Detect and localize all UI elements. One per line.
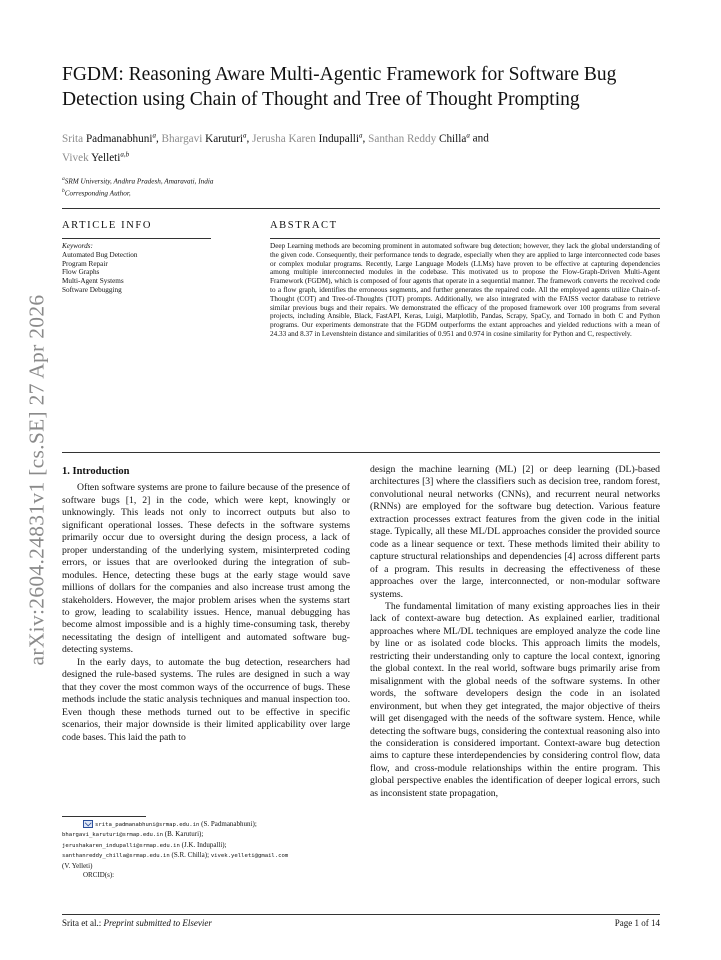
email-link[interactable]: bhargavi_karuturi@srmap.edu.in [62, 832, 164, 839]
abstract-heading: ABSTRACT [270, 220, 338, 231]
abstract-text: Deep Learning methods are becoming prominent in automated software bug detection; however, they lack the global understanding of the given code. Consequently, their performance tends to degrade, especially when they are applied to large interconnected code bases or complex modular programs. Recently, Large Language Models (LLMs) have proven to be effective at capturing dependencies among multiple interconnected modules in the codebase. This motivated us to propose the Flow-Graph-Driven Multi-Agent Framework (FGDM), which is composed of four agents that operate in a sequential manner. The framework converts the received code to a flow graph, identifies the erroneous segments, and further generates the repaired code. All the employed agents utilize Chain-of-Thought (COT) and Tree-of-Thoughts (TOT) prompts. Additionally, we also integrated with the FAISS vector database to retrieve similar previous bugs and their repairs. We demonstrated the efficacy of the proposed framework over 100 programs from several projects, including Ansible, Black, FastAPI, Keras, Luigi, Matplotlib, Pandas, Scrapy, SpaCy, and Tornado in both C and Python programs. Our experiments demonstrate that the FGDM outperforms the extant approaches and yielded reductions with a mean of 24.33 and 8.37 in Levenshtein distance and similarities of 0.951 and 0.974 in cosine similarity for Python and C, respectively. [270, 242, 660, 338]
keywords-label: Keywords: [62, 242, 93, 250]
affiliation: $^a$SRM University, Andhra Pradesh, Amaravati, India [62, 176, 214, 186]
author: Srita Padmanabhuni$^a$ [62, 131, 156, 145]
article-info-heading: ARTICLE INFO [62, 220, 153, 231]
section-heading: 1. Introduction [62, 466, 130, 477]
email-link[interactable]: vivek.yelleti@gmail.com [210, 853, 289, 860]
email-link[interactable]: jerushakaren_indupalli@srmap.edu.in [62, 842, 180, 849]
author: Bhargavi Karuturi$^a$ [161, 131, 247, 145]
keyword: Program Repair [62, 259, 108, 268]
affiliation: $^b$Corresponding Author, [62, 188, 131, 198]
email-line: srita_padmanabhuni@srmap.edu.in (S. Padmanabhuni); [62, 820, 357, 830]
abstract-rule [270, 238, 660, 239]
body-left-column [62, 466, 350, 744]
keyword: Flow Graphs [62, 268, 100, 277]
footnotes [62, 820, 357, 880]
keyword: Software Debugging [62, 285, 122, 294]
orcid-label: ORCID(s): [83, 871, 115, 880]
keyword: Multi-Agent Systems [62, 277, 124, 286]
affiliations [62, 174, 662, 199]
arxiv-sidebar-stamp [22, 180, 52, 780]
header-divider [62, 208, 660, 209]
paper-title: FGDM: Reasoning Aware Multi-Agentic Framework for Software Bug Detection using Chain of Thought and Tree of Thought Prompting [62, 64, 617, 110]
body-right-column [370, 464, 660, 800]
page-number: Page 1 of 14 [614, 918, 660, 928]
keywords-block [62, 242, 212, 295]
author: Santhan Reddy Chilla$^a$ [368, 131, 470, 145]
email-link[interactable]: santhanreddy_chilla@srmap.edu.in [62, 853, 170, 860]
email-line: jerushakaren_indupalli@srmap.edu.in (J.K. Indupalli); [62, 840, 227, 849]
email-link[interactable]: srita_padmanabhuni@srmap.edu.in [95, 822, 200, 828]
author: Vivek Yelleti$^{a,b}$ [62, 150, 130, 165]
keyword: Automated Bug Detection [62, 250, 138, 259]
paragraph: Often software systems are prone to failure because of the presence of software bugs [1, 2] in the code, which were kept, knowingly or unknowingly. This leads not only to incorrect outputs but also to significant operational losses. These defects in the software systems primarily occur due to oversight during the design process, a lack of proper understanding of the underlying system, misinterpreted coding errors, or issues that are overlooked during the integration of sub-modules. Hence, detecting these bugs at the early stage would save millions of dollars for the companies and also increase trust among the stakeholders. However, the major problem arises when the systems start to grow, leading to scalability issues. Hence, manual debugging has become almost impossible and is a highly time-consuming task, thereby necessitating the design of intelligent and automated software bug-detecting systems. [62, 482, 350, 656]
footer-left: Srita et al.: Preprint submitted to Elsevier [62, 918, 212, 928]
author-list: Srita Padmanabhuni$^a$, Bhargavi Karuturi$^a$, Jerusha Karen Indupalli$^a$, Santhan Reddy Chilla$^a$ and Vivek Yelleti$^{a,b}$ [62, 131, 489, 165]
arxiv-id-text: arXiv:2604.24831v1 [cs.SE] 27 Apr 2026 [24, 294, 49, 666]
abstract-divider [62, 452, 660, 453]
email-line: (V. Yelleti) [62, 861, 93, 870]
paragraph: design the machine learning (ML) [2] or deep learning (DL)-based architectures [3] where the classifiers such as decision tree, random forest, convolutional neural networks (CNNs), and recurrent neural networks (RNNs) are employed for the software bug detection. Various feature extraction processes extract features from the given code in the initial stage. Typically, all these ML/DL approaches consider the provided source code as a linear sequence or text. These methods limited their ability to capture structural relationships and dependencies [4] across different parts of a program. This results in decreasing the effectiveness of these approaches over the large, interconnected, or non-modular software systems. [370, 464, 660, 600]
email-line: bhargavi_karuturi@srmap.edu.in (B. Karuturi); [62, 830, 204, 839]
paragraph: The fundamental limitation of many existing approaches lies in their lack of context-aware bug detection. As explained earlier, traditional approaches where ML/DL techniques are employed analyze the code line by line or as isolated code blocks. This approach limits the models, restricting their understanding only to capture the local context, ignoring the global context. In the real world, software bugs primarily arise from misalignment with the global needs of the software systems. In other words, the software developers design the code in an isolated environment, but when they get integrated, the major objective of theirs will get disengaged with the needs of the software system. Hence, while detecting the software bugs, considering the contextual reasoning also into the consideration is considered important. Context-aware bug detection aims to capture these interdependencies by considering control flow, data flow, and cross-module relationships within the entire program. This global perspective enables the identification of deeper logical errors, such as inconsistent state propagation, [370, 600, 660, 799]
paragraph: In the early days, to automate the bug detection, researchers had designed the rule-based systems. The rules are designed in such a way that they cover the most common ways of the occurrence of bugs. These methods include the static analysis techniques and manual inspection too. Even though these methods turned out to be effective in specific scenarios, their major downside is their limited applicability over large code bases. This laid the path to [62, 656, 350, 743]
envelope-icon [83, 820, 93, 828]
footnote-rule [62, 816, 146, 817]
email-line: santhanreddy_chilla@srmap.edu.in (S.R. Chilla); vivek.yelleti@gmail.com [62, 851, 289, 860]
article-info-rule [62, 238, 211, 239]
author: Jerusha Karen Indupalli$^a$ [252, 131, 363, 145]
footer-divider [62, 914, 660, 915]
